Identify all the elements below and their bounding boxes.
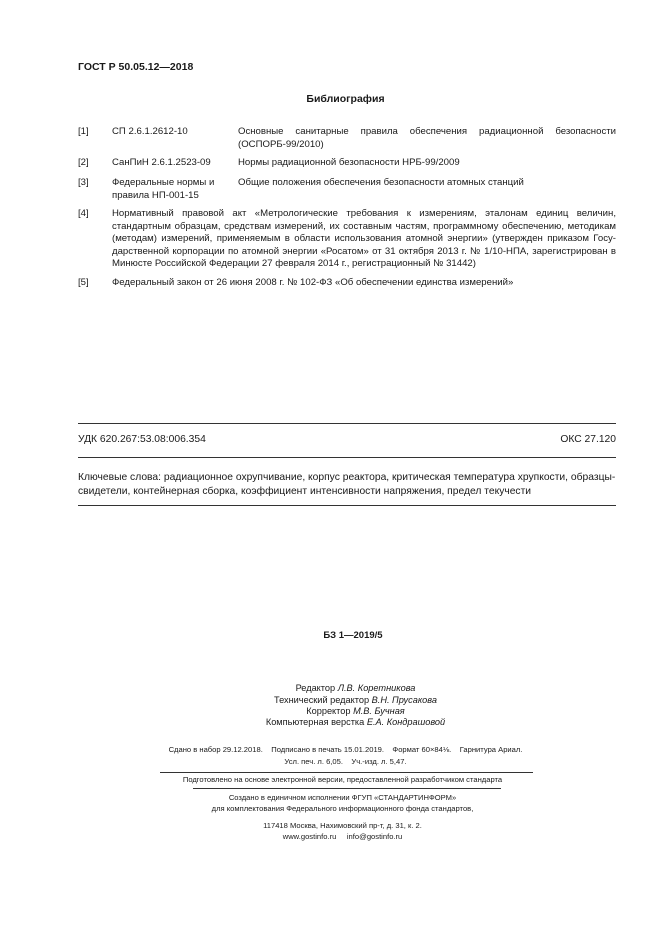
ref-code: Федеральные нормы и правила НП-001-15 [112, 177, 215, 201]
credit-name: В.Н. Прусакова [371, 695, 437, 705]
ref-text: Федеральный закон от 26 июня 2008 г. № 102-ФЗ «Об обеспечении единства измерений» [112, 277, 514, 288]
print-info: Усл. печ. л. 6,05. Уч.-изд. л. 5,47. [284, 757, 407, 766]
ref-code: СП 2.6.1.2612-10 [112, 126, 188, 137]
credit-role: Редактор [295, 683, 336, 693]
keywords: Ключевые слова: радиационное охрупчивание, корпус реактора, критическая температура хрупкости, образцы-свидетели, контейнерная сборка, коэффициент интенсивности напряжения, предел текучести [78, 472, 616, 497]
created-note: для комплектования Федерального информационного фонда стандартов, [211, 804, 474, 813]
divider [78, 423, 616, 424]
ref-num: [2] [78, 157, 89, 168]
publisher-web: www.gostinfo.ru info@gostinfo.ru [282, 832, 403, 841]
divider [78, 505, 616, 506]
print-info: Сдано в набор 29.12.2018. Подписано в печать 15.01.2019. Формат 60×84⅛. Гарнитура Ариал. [168, 745, 523, 754]
credit-role: Технический редактор [274, 695, 370, 705]
credit-role: Корректор [306, 706, 351, 716]
divider [78, 457, 616, 458]
ref-code: СанПиН 2.6.1.2523-09 [112, 157, 211, 168]
oks-code: ОКС 27.120 [560, 434, 616, 445]
divider [160, 772, 533, 773]
ref-num: [1] [78, 126, 89, 137]
bz-number: БЗ 1—2019/5 [323, 630, 383, 641]
standard-header: ГОСТ Р 50.05.12—2018 [78, 61, 194, 73]
bibliography-title: Библиография [306, 93, 385, 105]
credit-layout [0, 717, 661, 729]
ref-text: Нормативный правовой акт «Метрологические требования к измерениям, эталонам единиц величин, стандартным образцам, средствам измерений, их составным частям, программному обеспечению, методикам (методам) измерений, применяемым в области использования атомной энергии» (утвержден приказом Государственной корпорации по атомной энергии «Росатом» от 31 октября 2013 г. № 1/10-НПА, зарегистрирован в Минюсте Российской Федерации 27 февраля 2014 г., регистрационный № 31442) [112, 208, 616, 269]
ref-num: [3] [78, 177, 89, 188]
ref-desc: Нормы радиационной безопасности НРБ-99/2009 [238, 157, 460, 168]
publisher-address: 117418 Москва, Нахимовский пр-т, д. 31, к. 2. [263, 821, 422, 830]
ref-num: [4] [78, 208, 89, 219]
created-note: Создано в единичном исполнении ФГУП «СТАНДАРТИНФОРМ» [228, 793, 457, 802]
ref-desc: Общие положения обеспечения безопасности атомных станций [238, 177, 524, 188]
credit-name: М.В. Бучная [353, 706, 405, 716]
prepared-note: Подготовлено на основе электронной версии, предоставленной разработчиком стандарта [182, 775, 503, 784]
ref-num: [5] [78, 277, 89, 288]
ref-desc: Основные санитарные правила обеспечения радиационной безопасности (ОСПОРБ-99/2010) [238, 126, 616, 150]
credit-editor [0, 683, 661, 695]
divider [193, 788, 501, 789]
credit-name: Л.В. Коретникова [337, 683, 416, 693]
credit-role: Компьютерная верстка [265, 717, 365, 727]
credit-name: Е.А. Кондрашовой [366, 717, 446, 727]
udk-code: УДК 620.267:53.08:006.354 [78, 434, 206, 445]
